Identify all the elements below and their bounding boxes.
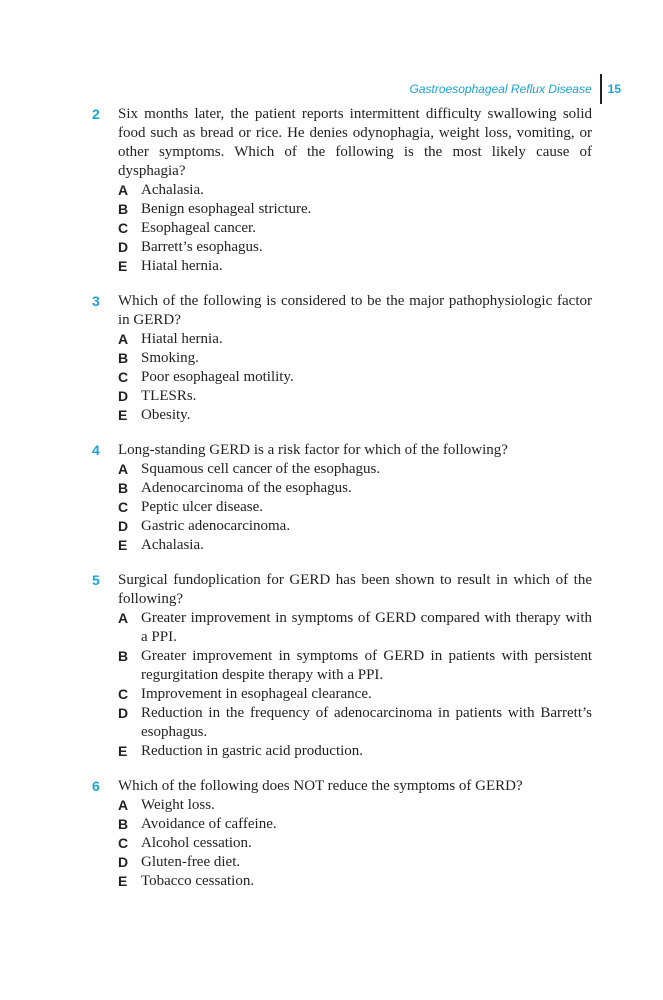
answer-option [118,460,592,479]
option-text: Improvement in esophageal clearance. [141,686,372,702]
question-stem: Which of the following does NOT reduce the symptoms of GERD? [118,778,523,794]
option-letter: D [118,705,129,721]
question-number: 3 [92,293,100,309]
option-letter: C [118,499,129,515]
option-letter: E [118,743,128,759]
option-text: Peptic ulcer disease. [141,499,264,515]
option-letter: A [118,331,129,347]
answer-option [118,834,592,853]
answer-option [118,257,592,276]
question-6 [92,777,592,891]
answer-options [118,796,592,891]
question-stem: Surgical fundoplication for GERD has been shown to result in which of the following? [118,572,592,607]
option-text: Achalasia. [141,182,204,198]
answer-option [118,536,592,555]
option-text: Gastric adenocarcinoma. [141,518,291,534]
answer-option [118,517,592,536]
answer-option [118,685,592,704]
option-letter: E [118,258,128,274]
option-text: Greater improvement in symptoms of GERD compared with therapy with a PPI. [141,610,592,645]
option-letter: D [118,388,129,404]
answer-option [118,704,592,742]
question-stem: Long-standing GERD is a risk factor for which of the following? [118,442,508,458]
answer-options [118,181,592,276]
answer-option [118,349,592,368]
option-letter: E [118,537,128,553]
option-text: Hiatal hernia. [141,331,223,347]
option-text: Obesity. [141,407,191,423]
option-text: Alcohol cessation. [141,835,252,851]
option-letter: C [118,686,129,702]
option-letter: B [118,350,129,366]
option-text: Poor esophageal motility. [141,369,294,385]
option-text: Avoidance of caffeine. [141,816,277,832]
page-number: 15 [607,82,621,96]
answer-option [118,219,592,238]
option-text: Benign esophageal stricture. [141,201,312,217]
question-4 [92,441,592,555]
option-text: Smoking. [141,350,199,366]
question-number: 2 [92,106,100,122]
answer-option [118,406,592,425]
option-letter: A [118,461,129,477]
question-5 [92,571,592,761]
running-head [410,74,621,104]
answer-option [118,479,592,498]
option-text: Greater improvement in symptoms of GERD in patients with persistent regurgitation despite therapy with a PPI. [141,648,592,683]
option-letter: D [118,518,129,534]
question-number: 6 [92,778,100,794]
option-letter: C [118,369,129,385]
option-text: Weight loss. [141,797,215,813]
answer-option [118,368,592,387]
answer-option [118,200,592,219]
answer-option [118,387,592,406]
answer-option [118,815,592,834]
option-letter: A [118,610,129,626]
answer-options [118,609,592,761]
answer-options [118,330,592,425]
option-letter: B [118,201,129,217]
option-text: Reduction in gastric acid production. [141,743,364,759]
option-letter: C [118,220,129,236]
option-letter: C [118,835,129,851]
option-letter: D [118,239,129,255]
question-number: 5 [92,572,100,588]
answer-option [118,872,592,891]
option-text: Achalasia. [141,537,204,553]
answer-option [118,742,592,761]
answer-option [118,498,592,517]
option-text: TLESRs. [141,388,197,404]
option-letter: B [118,648,129,664]
option-letter: E [118,873,128,889]
option-text: Barrett’s esophagus. [141,239,263,255]
option-letter: A [118,797,129,813]
option-text: Tobacco cessation. [141,873,255,889]
option-text: Reduction in the frequency of adenocarcinoma in patients with Barrett’s esophagus. [141,705,592,740]
option-letter: B [118,816,129,832]
answer-option [118,609,592,647]
answer-option [118,647,592,685]
option-text: Hiatal hernia. [141,258,223,274]
question-stem: Which of the following is considered to be the major pathophysiologic factor in GERD? [118,293,592,328]
option-text: Squamous cell cancer of the esophagus. [141,461,381,477]
answer-option [118,853,592,872]
option-letter: E [118,407,128,423]
option-letter: D [118,854,129,870]
option-text: Adenocarcinoma of the esophagus. [141,480,352,496]
option-letter: B [118,480,129,496]
question-2 [92,105,592,276]
option-letter: A [118,182,129,198]
answer-options [118,460,592,555]
question-stem: Six months later, the patient reports intermittent difficulty swallowing solid food such as bread or rice. He denies odynophagia, weight loss, vomiting, or other symptoms. Which of the following is the most likely cause of dysphagia? [118,106,592,179]
option-text: Gluten-free diet. [141,854,241,870]
answer-option [118,796,592,815]
answer-option [118,238,592,257]
running-title: Gastroesophageal Reflux Disease [409,82,592,96]
question-3 [92,292,592,425]
answer-option [118,330,592,349]
question-list [92,105,592,907]
option-text: Esophageal cancer. [141,220,256,236]
answer-option [118,181,592,200]
question-number: 4 [92,442,100,458]
